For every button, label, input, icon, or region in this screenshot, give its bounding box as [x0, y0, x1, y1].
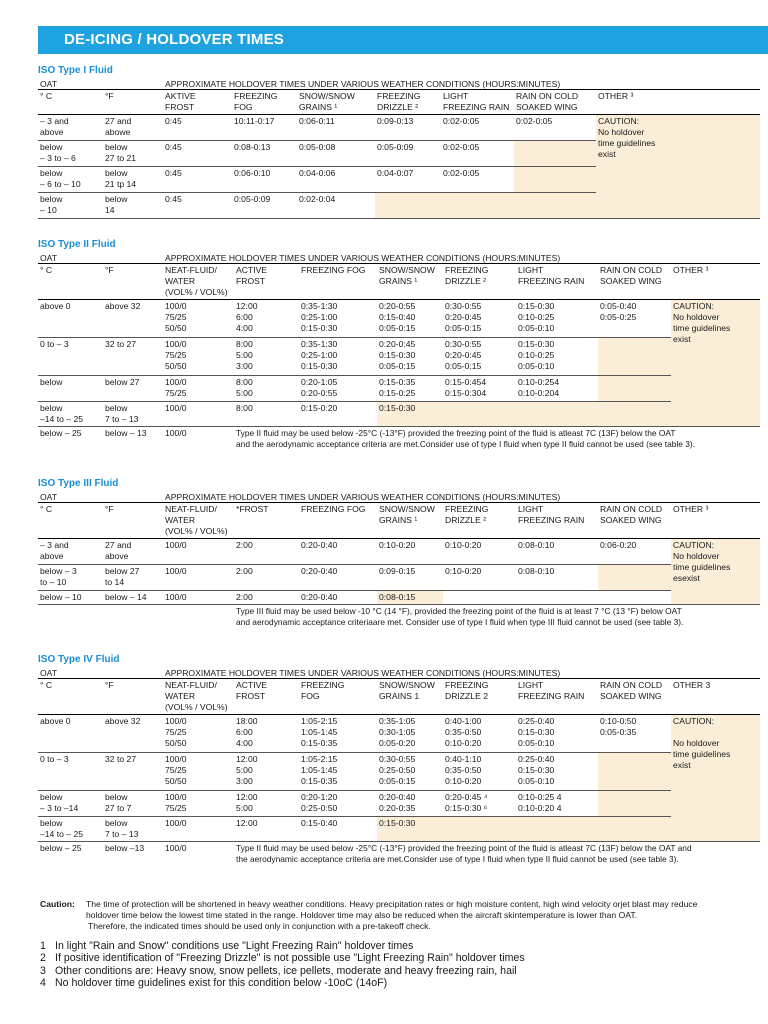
- table-cell: [598, 565, 671, 591]
- table-cell: 0:10-0:20: [377, 539, 443, 565]
- caution-box: [671, 300, 760, 427]
- fluid-note: Type II fluid may be used below -25°C (-13°F) provided the freezing point of the fluid is atleast 7C (13F) below the OAT and the aerodynamic acceptance criteria are met.Consider use of type I fluid when type II fluid cannot be used (see table 3).: [236, 428, 696, 449]
- table-cell: 0:35-1:30 0:25-1:00 0:15-0:30: [299, 338, 377, 376]
- column-header: FREEZING DRIZZLE ²: [443, 264, 516, 300]
- table-cell: above 0: [38, 300, 103, 338]
- type2-row: [38, 300, 760, 338]
- table-cell: 0:02-0:04: [297, 193, 375, 219]
- caution-line: exist: [673, 760, 691, 770]
- column-header: AKTIVE FROST: [163, 90, 232, 115]
- table-cell: below 27 to 14: [103, 565, 163, 591]
- type4-section: [38, 653, 760, 866]
- footnote-text: If positive identification of "Freezing Drizzle" is not possible use "Light Freezing Rain" holdover times: [55, 952, 525, 965]
- footnote-item: [40, 940, 760, 952]
- caution-line: CAUTION:: [673, 716, 715, 726]
- type2-section: [38, 238, 760, 451]
- column-header: ACTIVE FROST: [234, 264, 299, 300]
- footnote-text: Other conditions are: Heavy snow, snow pellets, ice pellets, moderate and heavy freezing rain, hail: [55, 964, 517, 977]
- page-header: [38, 26, 768, 54]
- caution-text: [673, 716, 760, 771]
- table-cell: 8:00 5:00 3:00: [234, 338, 299, 376]
- table-cell: 0:05-0:09: [232, 193, 297, 219]
- type2-header-row: [38, 264, 760, 300]
- type2-row: [38, 427, 760, 452]
- caution-note: [38, 899, 760, 932]
- type4-row: [38, 753, 760, 791]
- table-cell: 0:02-0:05: [441, 141, 514, 167]
- column-header: FREEZING DRIZZLE 2: [443, 679, 516, 715]
- caution-box: [596, 115, 760, 219]
- footnote-number: 4: [40, 976, 46, 989]
- table-cell: below 27: [103, 376, 163, 402]
- table-cell: 0:15-0:30: [377, 817, 443, 842]
- table-cell: 0:35-1:30 0:25-1:00 0:15-0:30: [299, 300, 377, 338]
- table-cell: [598, 817, 671, 842]
- column-header: SNOW/SNOW GRAINS 1: [377, 679, 443, 715]
- type4-row: [38, 817, 760, 842]
- table-cell: 100/0: [163, 402, 234, 427]
- approx-label: APPROXIMATE HOLDOVER TIMES UNDER VARIOUS WEATHER CONDITIONS (HOURS:MINUTES): [165, 492, 561, 502]
- table-cell: 0:20-0:45 ⁴ 0:15-0:30 ⁶: [443, 791, 516, 817]
- column-header: FREEZING DRIZZLE ²: [375, 90, 441, 115]
- table-cell: [598, 591, 671, 605]
- page-title: DE-ICING / HOLDOVER TIMES: [64, 31, 285, 48]
- table-cell: 0:06-0:20: [598, 539, 671, 565]
- table-cell: below 7 to – 13: [103, 402, 163, 427]
- type1-row: [38, 115, 760, 141]
- column-header: LIGHT FREEZING RAIN: [516, 264, 598, 300]
- table-cell: 100/0: [165, 843, 187, 853]
- column-header: FREEZING FOG: [232, 90, 297, 115]
- table-cell: 0:05-0:40 0:05-0:25: [598, 300, 671, 338]
- table-cell: 0:45: [163, 167, 232, 193]
- table-cell: [103, 605, 163, 630]
- table-cell: 12:00: [234, 817, 299, 842]
- table-cell: 12:00 6:00 4:00: [234, 300, 299, 338]
- table-cell: 27 and abowe: [103, 115, 163, 141]
- caution-line: No holdover: [673, 312, 720, 322]
- type3-title: ISO Type III Fluid: [38, 478, 119, 489]
- table-cell: 1:05-2:15 1:05-1:45 0:15-0:35: [299, 753, 377, 791]
- table-cell: 0:25-0:40 0:15-0:30 0:05-0:10: [516, 715, 598, 753]
- table-cell: [514, 193, 596, 219]
- table-cell: 0:45: [163, 115, 232, 141]
- caution-line: time guidelines: [673, 323, 731, 333]
- table-cell: 100/0 75/25: [163, 376, 234, 402]
- caution-line: CAUTION:: [673, 540, 715, 550]
- table-cell: [163, 605, 234, 630]
- table-cell: below – 10: [38, 193, 103, 219]
- column-header: OTHER 3: [671, 679, 760, 715]
- table-cell: 0:20-0:40: [299, 565, 377, 591]
- table-cell: [516, 402, 598, 427]
- table-cell: 100/0: [163, 591, 234, 605]
- column-header: ° C: [38, 264, 103, 300]
- table-cell: 0:10-0:50 0:05-0:35: [598, 715, 671, 753]
- table-cell: 0:20-0:55 0:15-0:40 0:05-0:15: [377, 300, 443, 338]
- table-cell: above 32: [103, 300, 163, 338]
- caution-line: No holdover: [598, 127, 645, 137]
- column-header: ACTIVE FROST: [234, 679, 299, 715]
- type3-row: [38, 565, 760, 591]
- table-cell: 100/0: [163, 539, 234, 565]
- table-cell: 0:20-0:40 0:20-0:35: [377, 791, 443, 817]
- table-cell: 8:00 5:00: [234, 376, 299, 402]
- type2-row: [38, 402, 760, 427]
- table-cell: [375, 193, 441, 219]
- table-cell: 12:00 5:00 3:00: [234, 753, 299, 791]
- table-cell: 27 and above: [103, 539, 163, 565]
- column-header: ° C: [38, 503, 103, 539]
- column-header: SNOW/SNOW GRAINS ¹: [297, 90, 375, 115]
- column-header: RAIN ON COLD SOAKED WING: [598, 679, 671, 715]
- type4-row: [38, 842, 760, 867]
- type2-table: [38, 264, 760, 451]
- table-cell: 0:10-0:25 4 0:10-0:20 4: [516, 791, 598, 817]
- table-cell: [514, 167, 596, 193]
- table-cell: 0:15-0:20: [299, 402, 377, 427]
- column-header: RAIN ON COLD SOAKED WING: [514, 90, 596, 115]
- table-cell: 0:08-0:13: [232, 141, 297, 167]
- column-header: FREEZING FOG: [299, 679, 377, 715]
- type4-row: [38, 791, 760, 817]
- table-cell: 2:00: [234, 591, 299, 605]
- caution-line: exist: [673, 334, 691, 344]
- type2-oat-header: [38, 252, 760, 264]
- table-cell: 2:00: [234, 565, 299, 591]
- table-cell: [441, 193, 514, 219]
- table-cell: 8:00: [234, 402, 299, 427]
- table-cell: 0:05-0:09: [375, 141, 441, 167]
- column-header: °F: [103, 503, 163, 539]
- table-cell: 100/0 75/25 50/50: [163, 338, 234, 376]
- table-cell: 0:08-0:15: [377, 591, 443, 605]
- column-header: ° C: [38, 679, 103, 715]
- table-cell: below –13: [105, 843, 145, 853]
- type1-oat-header: [38, 78, 760, 90]
- table-cell: 2:00: [234, 539, 299, 565]
- oat-label: OAT: [40, 253, 58, 263]
- table-cell: 12:00 5:00: [234, 791, 299, 817]
- table-cell: [598, 338, 671, 376]
- table-cell: below –14 to – 25: [38, 817, 103, 842]
- table-cell: 32 to 27: [103, 338, 163, 376]
- table-cell: [598, 791, 671, 817]
- column-header: RAIN ON COLD SOAKED WING: [598, 264, 671, 300]
- table-cell: below 14: [103, 193, 163, 219]
- footnote-item: [40, 952, 760, 964]
- footnote-text: No holdover time guidelines exist for this condition below -10oC (14oF): [55, 976, 388, 989]
- table-cell: above 0: [38, 715, 103, 753]
- table-cell: [443, 817, 516, 842]
- footnote-text: In light "Rain and Snow" conditions use "Light Freezing Rain" holdover times: [55, 940, 414, 952]
- table-cell: 0:09-0:13: [375, 115, 441, 141]
- column-header: °F: [103, 264, 163, 300]
- approx-label: APPROXIMATE HOLDOVER TIMES UNDER VARIOUS WEATHER CONDITIONS (HOURS:MINUTES): [165, 79, 561, 89]
- table-cell: below –14 to – 25: [38, 402, 103, 427]
- column-header: °F: [103, 679, 163, 715]
- table-cell: 0 to – 3: [38, 753, 103, 791]
- column-header: FREEZING FOG: [299, 503, 377, 539]
- table-cell: 0:30-0:55 0:20-0:45 0:05-0:15: [443, 338, 516, 376]
- table-cell: 0:10-0:254 0:10-0:204: [516, 376, 598, 402]
- type1-table: [38, 90, 760, 219]
- table-cell: [443, 591, 516, 605]
- table-cell: 0:04-0:06: [297, 167, 375, 193]
- type4-oat-header: [38, 667, 760, 679]
- table-cell: [598, 376, 671, 402]
- type3-row: [38, 539, 760, 565]
- caution-text: [598, 116, 760, 160]
- caution-text: [673, 301, 760, 345]
- caution-line: esexist: [673, 573, 700, 583]
- column-header: LIGHT FREEZING RAIN: [441, 90, 514, 115]
- type3-row: [38, 591, 760, 605]
- table-cell: 0:10-0:20: [443, 565, 516, 591]
- fluid-note: Type III fluid may be used below -10 °C (14 °F), provided the freezing point of the fluid is at least 7 °C (13 °F) below OAT and aerodynamic acceptance criteriaare met. Consider use of type I fluid when type III fluid cannot be used (see table 3).: [236, 606, 684, 627]
- table-cell: 100/0: [163, 565, 234, 591]
- table-cell: below – 14: [103, 591, 163, 605]
- table-cell: 0:08-0:10: [516, 539, 598, 565]
- type4-title: ISO Type IV Fluid: [38, 654, 120, 665]
- table-cell: below – 3 to – 10: [38, 565, 103, 591]
- table-cell: 0:15-0:40: [299, 817, 377, 842]
- footnote-number: 1: [40, 940, 46, 952]
- column-header: ° C: [38, 90, 103, 115]
- caution-line: time guidelines: [673, 562, 731, 572]
- type4-table: [38, 679, 760, 866]
- caution-line: exist: [598, 149, 616, 159]
- table-cell: 0:40-1:10 0:35-0:50 0:10-0:20: [443, 753, 516, 791]
- type4-header-row: [38, 679, 760, 715]
- table-cell: 1:05-2:15 1:05-1:45 0:15-0:35: [299, 715, 377, 753]
- type3-oat-header: [38, 491, 760, 503]
- type3-section: [38, 477, 760, 629]
- column-header: SNOW/SNOW GRAINS ¹: [377, 264, 443, 300]
- column-header: OTHER ³: [596, 90, 760, 115]
- table-cell: 0:06-0:10: [232, 167, 297, 193]
- type2-row: [38, 338, 760, 376]
- oat-label: OAT: [40, 668, 58, 678]
- table-cell: 0:15-0:35 0:15-0:25: [377, 376, 443, 402]
- table-cell: below – 10: [38, 591, 103, 605]
- table-cell: 10:11-0:17: [232, 115, 297, 141]
- caution-line: time guidelines: [598, 138, 656, 148]
- type1-title: ISO Type I Fluid: [38, 65, 113, 76]
- caution-line: CAUTION:: [598, 116, 640, 126]
- table-cell: 0:15-0:30: [377, 402, 443, 427]
- caution-line: [673, 727, 760, 738]
- approx-label: APPROXIMATE HOLDOVER TIMES UNDER VARIOUS WEATHER CONDITIONS (HOURS:MINUTES): [165, 668, 561, 678]
- column-header: °F: [103, 90, 163, 115]
- table-cell: 100/0: [163, 817, 234, 842]
- table-cell: 0:15-0:30 0:10-0:25 0:05-0:10: [516, 300, 598, 338]
- table-cell: [38, 605, 103, 630]
- table-cell: 0:45: [163, 141, 232, 167]
- type4-row: [38, 715, 760, 753]
- table-cell: [598, 753, 671, 791]
- column-header: OTHER ³: [671, 264, 760, 300]
- table-cell: below – 3 to – 6: [38, 141, 103, 167]
- column-header: NEAT-FLUID/ WATER (VOL% / VOL%): [163, 503, 234, 539]
- table-cell: 0:20-0:40: [299, 591, 377, 605]
- type2-row: [38, 376, 760, 402]
- footnote-item: [40, 977, 760, 989]
- table-cell: 0:09-0:15: [377, 565, 443, 591]
- table-cell: 0:04-0:07: [375, 167, 441, 193]
- table-cell: below 27 to 21: [103, 141, 163, 167]
- table-cell: 0:35-1:05 0:30-1:05 0:05-0:20: [377, 715, 443, 753]
- table-cell: 0:30-0:55 0:25-0:50 0:05-0:15: [377, 753, 443, 791]
- oat-label: OAT: [40, 492, 58, 502]
- table-cell: 0:30-0:55 0:20-0:45 0:05-0:15: [443, 300, 516, 338]
- table-cell: below 7 to – 13: [103, 817, 163, 842]
- table-cell: 0:20-1:20 0:25-0:50: [299, 791, 377, 817]
- table-cell: 0:02-0:05: [441, 115, 514, 141]
- table-cell: 18:00 6:00 4:00: [234, 715, 299, 753]
- column-header: FREEZING DRIZZLE ²: [443, 503, 516, 539]
- table-cell: – 3 and above: [38, 539, 103, 565]
- table-cell: 0:25-0:40 0:15-0:30 0:05-0:10: [516, 753, 598, 791]
- table-cell: below – 25: [40, 843, 82, 853]
- oat-label: OAT: [40, 79, 58, 89]
- caution-line: CAUTION:: [673, 301, 715, 311]
- table-cell: 0:20-0:40: [299, 539, 377, 565]
- approx-label: APPROXIMATE HOLDOVER TIMES UNDER VARIOUS WEATHER CONDITIONS (HOURS:MINUTES): [165, 253, 561, 263]
- caution-box: [671, 539, 760, 605]
- table-cell: 0:06-0:11: [297, 115, 375, 141]
- column-header: RAIN ON COLD SOAKED WING: [598, 503, 671, 539]
- table-cell: 0:05-0:08: [297, 141, 375, 167]
- table-cell: 0:08-0:10: [516, 565, 598, 591]
- table-cell: [514, 141, 596, 167]
- table-cell: below – 13: [105, 428, 147, 438]
- table-cell: 0:02-0:05: [514, 115, 596, 141]
- table-cell: above 32: [103, 715, 163, 753]
- type1-section: [38, 64, 760, 219]
- table-cell: below 21 tp 14: [103, 167, 163, 193]
- footnote-number: 3: [40, 964, 46, 977]
- table-cell: 100/0 75/25 50/50: [163, 715, 234, 753]
- caution-line: holdover time below the lowest time stated in the range. Holdover time may also be reduced when the aircraft skintemperature is lower than OAT.: [86, 910, 638, 920]
- caution-line: Therefore, the indicated times should be used only in conjunction with a pre-takeoff check.: [88, 921, 431, 931]
- table-cell: 0:20-0:45 0:15-0:30 0:05-0:15: [377, 338, 443, 376]
- column-header: LIGHT FREEZING RAIN: [516, 503, 598, 539]
- table-cell: below – 3 to –14: [38, 791, 103, 817]
- table-cell: 100/0 75/25 50/50: [163, 753, 234, 791]
- table-cell: below: [38, 376, 103, 402]
- table-cell: below – 6 to – 10: [38, 167, 103, 193]
- table-cell: 0 to – 3: [38, 338, 103, 376]
- column-header: SNOW/SNOW GRAINS ¹: [377, 503, 443, 539]
- table-cell: 0:10-0:20: [443, 539, 516, 565]
- table-cell: 0:45: [163, 193, 232, 219]
- type3-table: [38, 503, 760, 629]
- footnotes: [40, 940, 760, 989]
- table-cell: 100/0 75/25 50/50: [163, 300, 234, 338]
- table-cell: 0:02-0:05: [441, 167, 514, 193]
- column-header: LIGHT FREEZING RAIN: [516, 679, 598, 715]
- table-cell: [516, 591, 598, 605]
- type3-header-row: [38, 503, 760, 539]
- type1-header-row: [38, 90, 760, 115]
- footnote-number: 2: [40, 952, 46, 965]
- table-cell: [598, 402, 671, 427]
- caution-text: [673, 540, 760, 584]
- footnote-item: [40, 965, 760, 977]
- caution-line: The time of protection will be shortened in heavy weather conditions. Heavy precipitation rates or high moisture content, high wind velocity orjet blast may reduce: [86, 899, 698, 909]
- type2-title: ISO Type II Fluid: [38, 239, 116, 250]
- column-header: NEAT-FLUID/ WATER (VOL% / VOL%): [163, 264, 234, 300]
- fluid-note: Type II fluid may be used below -25°C (-13°F) provided the freezing point of the fluid is atleast 7C (13F) below the OAT and the aerodynamic acceptance criteria are met.Consider use of type I fluid when type II fluid cannot be used (see table 3).: [236, 843, 692, 864]
- table-cell: below 27 to 7: [103, 791, 163, 817]
- table-cell: 100/0 75/25: [163, 791, 234, 817]
- column-header: OTHER ³: [671, 503, 760, 539]
- column-header: NEAT-FLUID/ WATER (VOL% / VOL%): [163, 679, 234, 715]
- table-cell: 32 to 27: [103, 753, 163, 791]
- table-cell: 100/0: [165, 428, 187, 438]
- caution-line: No holdover: [673, 551, 720, 561]
- caution-label: Caution:: [40, 899, 75, 909]
- caution-line: time guidelines: [673, 749, 731, 759]
- type3-note-row: [38, 605, 760, 630]
- table-cell: [516, 817, 598, 842]
- table-cell: 0:15-0:454 0:15-0:304: [443, 376, 516, 402]
- table-cell: below – 25: [40, 428, 82, 438]
- caution-box: [671, 715, 760, 842]
- caution-line: No holdover: [673, 738, 720, 748]
- column-header: FREEZING FOG: [299, 264, 377, 300]
- table-cell: 0:40-1:00 0:35-0:50 0:10-0:20: [443, 715, 516, 753]
- table-cell: – 3 and above: [38, 115, 103, 141]
- table-cell: 0:15-0:30 0:10-0:25 0:05-0:10: [516, 338, 598, 376]
- column-header: *FROST: [234, 503, 299, 539]
- caution-text: [86, 899, 760, 932]
- table-cell: [443, 402, 516, 427]
- table-cell: 0:20-1:05 0:20-0:55: [299, 376, 377, 402]
